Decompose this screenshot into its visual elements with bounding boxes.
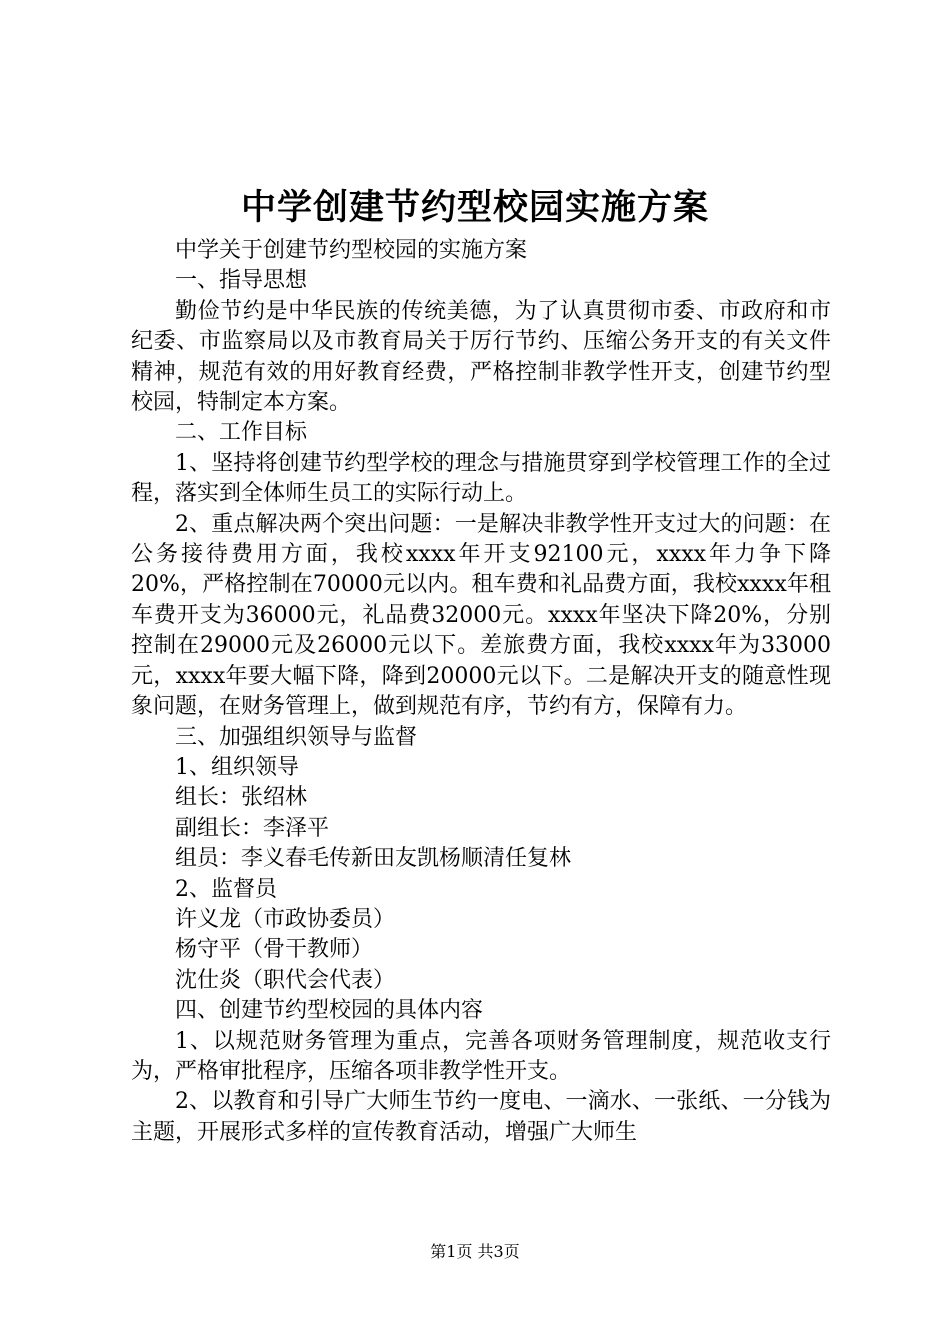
section-heading-leadership: 三、加强组织领导与监督 (175, 724, 418, 750)
line-group-leader: 组长：张绍林 (175, 785, 308, 811)
subheading-supervisors: 2、监督员 (175, 876, 277, 902)
paragraph-content-2: 2、以教育和引导广大师生节约一度电、一滴水、一张纸、一分钱为主题，开展形式多样的宣传教育活动，增强广大师生 (131, 1089, 831, 1145)
line-deputy-leader: 副组长：李泽平 (175, 815, 330, 841)
paragraph-content-1: 1、以规范财务管理为重点，完善各项财务管理制度，规范收支行为，严格审批程序，压缩各项非教学性开支。 (131, 1028, 831, 1084)
document-body (131, 236, 831, 1148)
section-heading-guiding-thought: 一、指导思想 (175, 268, 308, 294)
section-heading-contents: 四、创建节约型校园的具体内容 (175, 998, 484, 1024)
paragraph-goal-2: 2、重点解决两个突出问题：一是解决非教学性开支过大的问题：在公务接待费用方面，我校xxxx年开支92100元，xxxx年力争下降20%，严格控制在70000元以内。租车费和礼品费方面，我校xxxx年租车费开支为36000元，礼品费32000元。xxxx年坚决下降20%，分别控制在29000元及26000元以下。差旅费方面，我校xxxx年为33000元，xxxx年要大幅下降，降到20000元以下。二是解决开支的随意性现象问题，在财务管理上，做到规范有序，节约有方，保障有力。 (131, 511, 831, 720)
document-title: 中学创建节约型校园实施方案 (240, 187, 709, 228)
paragraph-goal-1: 1、坚持将创建节约型学校的理念与措施贯穿到学校管理工作的全过程，落实到全体师生员工的实际行动上。 (131, 450, 831, 507)
line-members: 组员：李义春毛传新田友凯杨顺清任复林 (175, 846, 572, 872)
line-supervisor-1: 许义龙（市政协委员） (175, 906, 396, 932)
paragraph-guiding-thought: 勤俭节约是中华民族的传统美德，为了认真贯彻市委、市政府和市纪委、市监察局以及市教育局关于厉行节约、压缩公务开支的有关文件精神，规范有效的用好教育经费，严格控制非教学性开支，创建节约型校园，特制定本方案。 (131, 298, 831, 416)
line-supervisor-2: 杨守平（骨干教师） (175, 937, 374, 963)
page-footer: 第1页 共3页 (430, 1242, 520, 1261)
subheading-organization: 1、组织领导 (175, 754, 299, 780)
section-heading-work-goals: 二、工作目标 (175, 420, 308, 446)
line-supervisor-3: 沈仕炎（职代会代表） (175, 967, 396, 993)
subtitle-line: 中学关于创建节约型校园的实施方案 (175, 238, 528, 263)
